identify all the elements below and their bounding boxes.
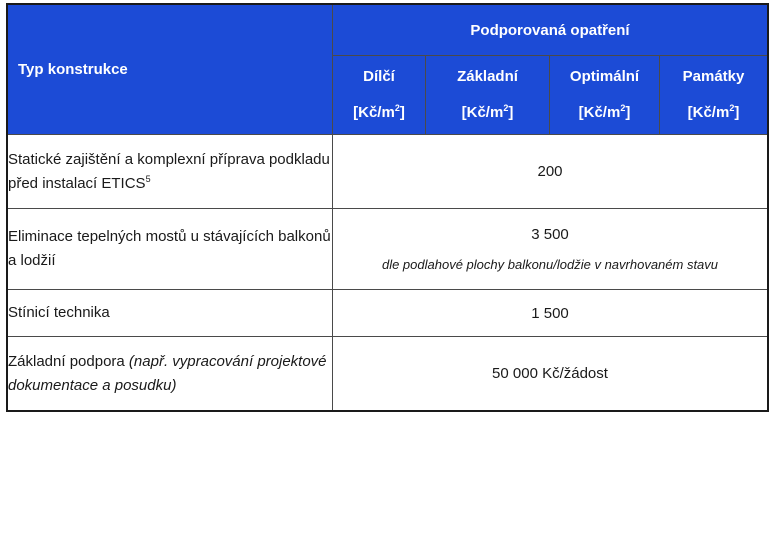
col-name: Dílčí [363, 68, 395, 85]
header-col-pamatky [660, 56, 768, 135]
header-col-dilci [333, 56, 426, 135]
support-table [7, 4, 768, 411]
col-unit: $[Kč/m^2]$ [687, 103, 740, 121]
col-name: Památky [682, 68, 745, 85]
header-group-label: Podporovaná opatření [470, 21, 630, 39]
header-type-of-construction [8, 5, 333, 135]
table-row [8, 337, 768, 411]
col-unit: $[Kč/m^2]$ [578, 103, 631, 121]
table-row [8, 135, 768, 209]
table-row [8, 209, 768, 290]
row-label: Základní podpora (např. vypracování projektové dokumentace a posudku) [8, 337, 333, 411]
header-supported-measures [333, 5, 768, 56]
row-value: 3 500 dle podlahové plochy balkonu/lodžie v navrhovaném stavu [333, 209, 768, 290]
row-value: 1 500 [333, 290, 768, 337]
col-unit: $[Kč/m^2]$ [461, 103, 514, 121]
header-col-zakladni [426, 56, 550, 135]
row-label: Eliminace tepelných mostů u stávajících balkonů a lodžií [8, 209, 333, 290]
col-unit: $[Kč/m^2]$ [353, 103, 405, 121]
row-value: 200 [333, 135, 768, 209]
row-value: 50 000 Kč/žádost [333, 337, 768, 411]
col-name: Základní [457, 68, 518, 85]
table-row [8, 290, 768, 337]
row-note: dle podlahové plochy balkonu/lodžie v navrhovaném stavu [381, 257, 719, 272]
header-col-optimalni [550, 56, 660, 135]
col-name: Optimální [569, 68, 640, 85]
header-type-label: Typ konstrukce [18, 61, 128, 78]
row-label: Statické zajištění a komplexní příprava podkladu před instalací ETICS$^5$ [8, 135, 333, 209]
row-label: Stínicí technika [8, 290, 333, 337]
